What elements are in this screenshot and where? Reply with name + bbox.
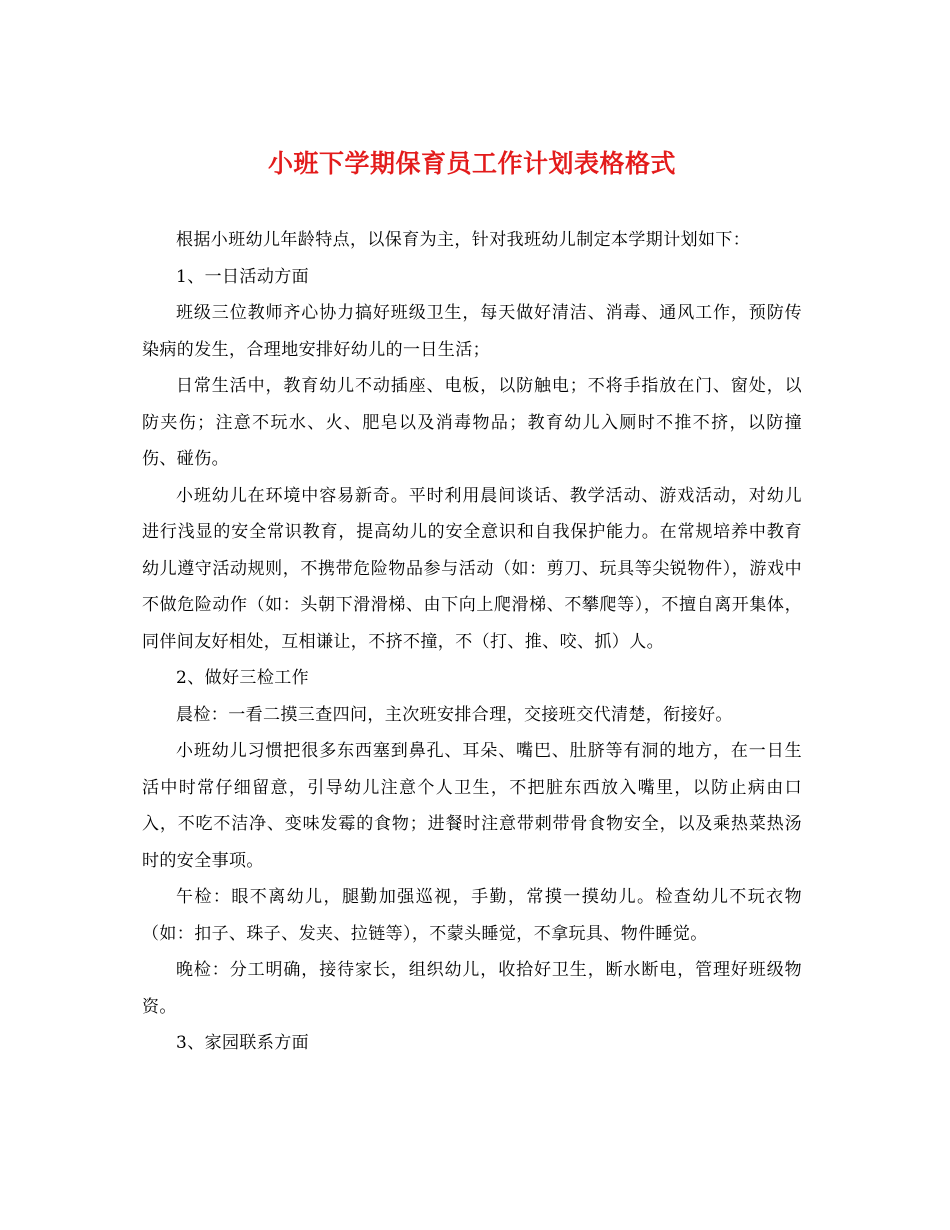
paragraph-noon-check: 午检：眼不离幼儿，腿勤加强巡视，手勤，常摸一摸幼儿。检查幼儿不玩衣物（如：扣子、珠子、发夹、拉链等），不蒙头睡觉，不拿玩具、物件睡觉。 bbox=[142, 887, 802, 944]
paragraph-class-hygiene: 班级三位教师齐心协力搞好班级卫生，每天做好清洁、消毒、通风工作，预防传染病的发生，合理地安排好幼儿的一日生活； bbox=[142, 303, 802, 360]
document-title: 小班下学期保育员工作计划表格格式 bbox=[267, 149, 676, 178]
section-heading-three-checks: 2、做好三检工作 bbox=[176, 668, 310, 688]
paragraph-daily-safety: 日常生活中，教育幼儿不动插座、电板，以防触电；不将手指放在门、窗处，以防夹伤；注意不玩水、火、肥皂以及消毒物品；教育幼儿入厕时不推不挤，以防撞伤、碰伤。 bbox=[142, 376, 802, 469]
paragraph-personal-hygiene: 小班幼儿习惯把很多东西塞到鼻孔、耳朵、嘴巴、肚脐等有洞的地方，在一日生活中时常仔细留意，引导幼儿注意个人卫生，不把脏东西放入嘴里，以防止病由口入，不吃不洁净、变味发霉的食物；进餐时注意带刺带骨食物安全，以及乘热菜热汤时的安全事项。 bbox=[142, 741, 802, 871]
section-heading-daily-activities: 1、一日活动方面 bbox=[176, 266, 310, 287]
section-heading-home-school: 3、家园联系方面 bbox=[176, 1033, 310, 1053]
paragraph-morning-check: 晨检：一看二摸三查四问，主次班安排合理，交接班交代清楚，衔接好。 bbox=[176, 704, 733, 725]
paragraph-safety-education: 小班幼儿在环境中容易新奇。平时利用晨间谈话、教学活动、游戏活动，对幼儿进行浅显的安全常识教育，提高幼儿的安全意识和自我保护能力。在常规培养中教育幼儿遵守活动规则，不携带危险物品参与活动（如：剪刀、玩具等尖锐物件），游戏中不做危险动作（如：头朝下滑滑梯、由下向上爬滑梯、不攀爬等），不擅自离开集体，同伴间友好相处，互相谦让，不挤不撞，不（打、推、咬、抓）人。 bbox=[142, 485, 802, 652]
document-body bbox=[142, 222, 802, 1062]
paragraph-intro: 根据小班幼儿年龄特点，以保育为主，针对我班幼儿制定本学期计划如下： bbox=[176, 230, 751, 250]
paragraph-evening-check: 晚检：分工明确，接待家长，组织幼儿，收拾好卫生，断水断电，管理好班级物资。 bbox=[142, 960, 802, 1017]
